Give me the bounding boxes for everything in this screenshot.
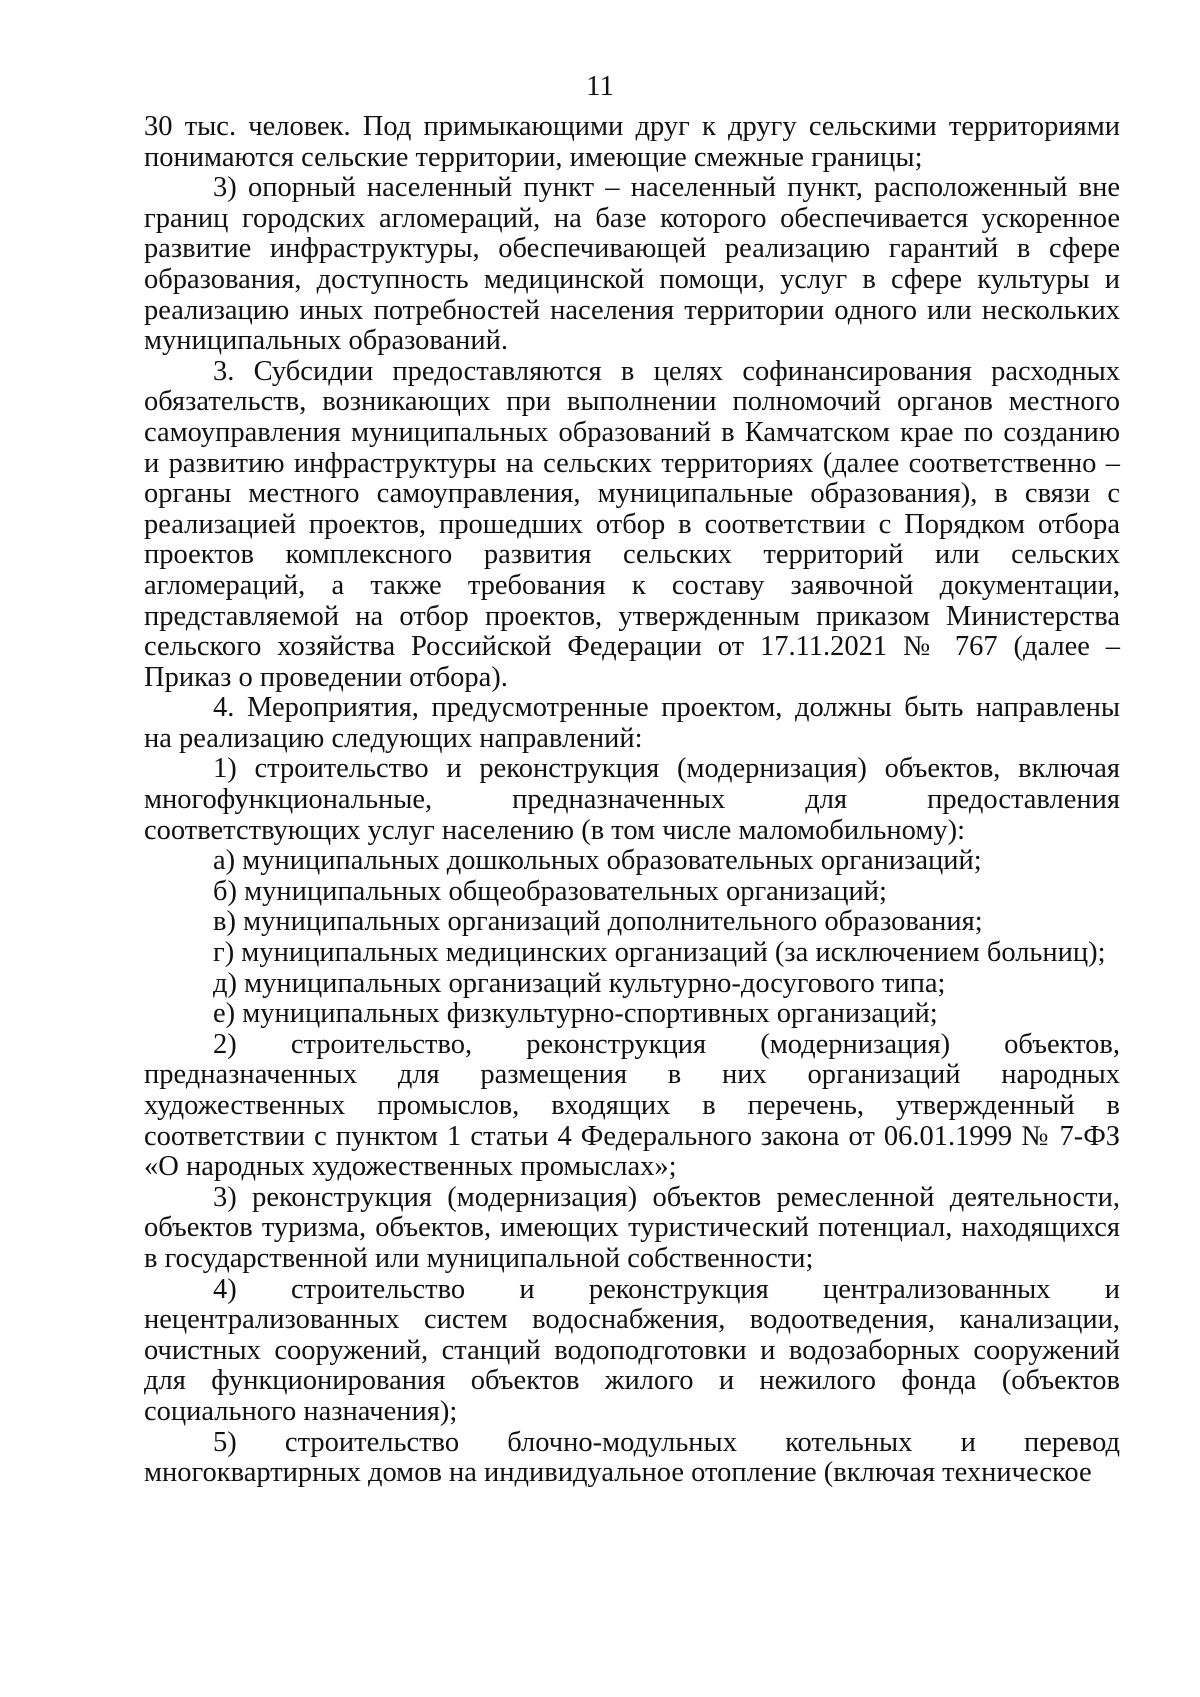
list-item-a: а) муниципальных дошкольных образовательных организаций; — [213, 845, 982, 877]
paragraph-item-4-water-systems: 4) строительство и реконструкция централизованных и нецентрализованных систем водоснабжения, водоотведения, канализации, очистных сооружений, станций водоподготовки и водозаборных сооружений для функционирования объектов жилого и нежилого фонда (объектов социального назначения); — [144, 1273, 1120, 1427]
paragraph-item-2-folk-crafts: 2) строительство, реконструкция (модернизация) объектов, предназначенных для размещения в них организаций народных художественных промыслов, входящих в перечень, утвержденный в соответствии с пунктом 1 статьи 4 Федерального закона от 06.01.1999 № 7-ФЗ «О народных художественных промыслах»; — [144, 1028, 1120, 1183]
paragraph-item-3-reference-settlement: 3) опорный населенный пункт – населенный пункт, расположенный вне границ городских агломераций, на базе которого обеспечивается ускоренное развитие инфраструктуры, обеспечивающей реализацию гарантий в сфере образования, доступность медицинской помощи, услуг в сфере культуры и реализацию иных потребностей населения территории одного или нескольких муниципальных образований. — [144, 172, 1120, 357]
paragraph-item-1-construction: 1) строительство и реконструкция (модернизация) объектов, включая многофункциональные, предназначенных для предоставления соответствующих услуг населению (в том числе маломобильному): — [144, 753, 1120, 846]
list-item-d: д) муниципальных организаций культурно-досугового типа; — [213, 967, 946, 999]
paragraph-item-3-tourism: 3) реконструкция (модернизация) объектов ремесленной деятельности, объектов туризма, объектов, имеющих туристический потенциал, находящихся в государственной или муниципальной собственности; — [144, 1181, 1120, 1274]
list-item-v: в) муниципальных организаций дополнительного образования; — [213, 906, 983, 938]
page-number: 11 — [586, 70, 614, 102]
list-item-b: б) муниципальных общеобразовательных организаций; — [213, 875, 887, 907]
paragraph-section-4-activities: 4. Мероприятия, предусмотренные проектом, должны быть направлены на реализацию следующих направлений: — [144, 692, 1120, 754]
paragraph-section-3-subsidies: 3. Субсидии предоставляются в целях софинансирования расходных обязательств, возникающих при выполнении полномочий органов местного самоуправления муниципальных образований в Камчатском крае по созданию и развитию инфраструктуры на сельских территориях (далее соответственно – органы местного самоуправления, муниципальные образования), в связи с реализацией проектов, прошедших отбор в соответствии с Порядком отбора проектов комплексного развития сельских территорий или сельских агломераций, а также требования к составу заявочной документации, представляемой на отбор проектов, утвержденным приказом Министерства сельского хозяйства Российской Федерации от 17.11.2021 № 767 (далее – Приказ о проведении отбора). — [144, 355, 1120, 693]
paragraph-continuation: 30 тыс. человек. Под примыкающими друг к другу сельскими территориями понимаются сельские территории, имеющие смежные границы; — [144, 111, 1120, 173]
list-item-e: е) муниципальных физкультурно-спортивных организаций; — [213, 998, 938, 1030]
paragraph-item-5-boiler-houses: 5) строительство блочно-модульных котельных и перевод многоквартирных домов на индивидуальное отопление (включая техническое — [144, 1426, 1120, 1489]
list-item-g: г) муниципальных медицинских организаций (за исключением больниц); — [213, 937, 1106, 969]
document-body — [144, 112, 1120, 1489]
